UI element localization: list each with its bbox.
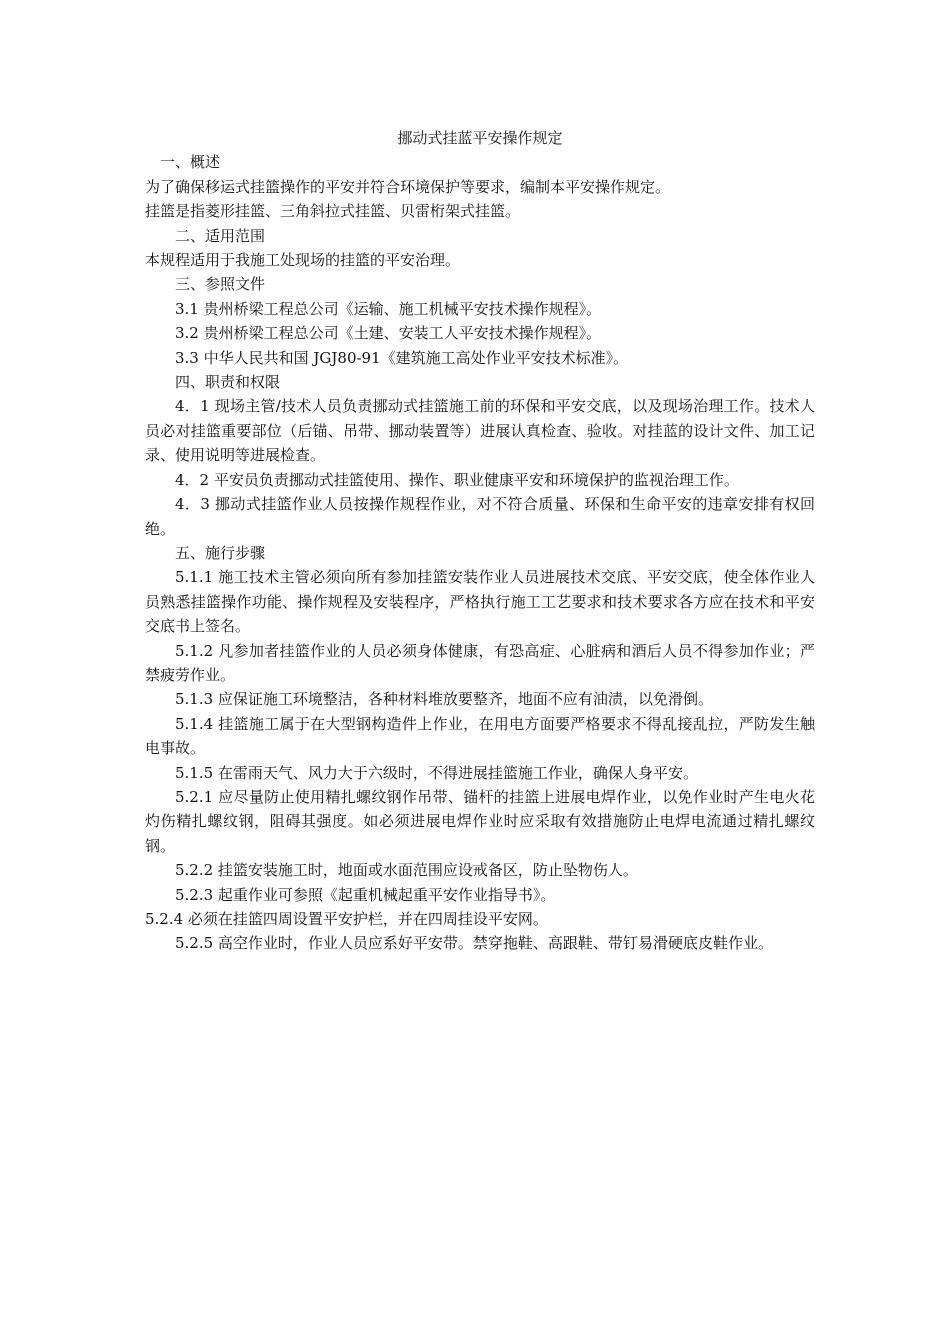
paragraph: 4．3 挪动式挂篮作业人员按操作规程作业，对不符合质量、环保和生命平安的违章安排有权回绝。 (145, 495, 815, 538)
paragraph: 五、施行步骤 (175, 543, 266, 562)
paragraph: 本规程适用于我施工处现场的挂篮的平安治理。 (145, 251, 461, 270)
paragraph: 5.1.5 在雷雨天气、风力大于六级时，不得进展挂篮施工作业，确保人身平安。 (175, 763, 698, 782)
paragraph: 5.1.2 凡参加者挂篮作业的人员必须身体健康，有恐高症、心脏病和酒后人员不得参加作业；严禁疲劳作业。 (145, 641, 815, 684)
document-title: 挪动式挂蓝平安操作规定 (397, 129, 563, 147)
paragraph: 挂篮是指菱形挂篮、三角斜拉式挂篮、贝雷桁架式挂篮。 (145, 202, 521, 221)
paragraph: 5.2.5 高空作业时，作业人员应系好平安带。禁穿拖鞋、高跟鞋、带钉易滑硬底皮鞋作业。 (175, 934, 773, 953)
paragraph: 一、概述 (160, 153, 221, 172)
document-page (145, 126, 815, 956)
paragraph: 二、适用范围 (175, 226, 266, 245)
paragraph: 4．2 平安员负责挪动式挂篮使用、操作、职业健康平安和环境保护的监视治理工作。 (175, 470, 739, 489)
paragraph: 5.2.3 起重作业可参照《起重机械起重平安作业指导书》。 (175, 885, 556, 904)
paragraph: 5.2.4 必须在挂篮四周设置平安护栏，并在四周挂设平安网。 (145, 910, 548, 928)
paragraph: 5.1.1 施工技术主管必须向所有参加挂篮安装作业人员进展技术交底、平安交底，使全体作业人员熟悉挂篮操作功能、操作规程及安装程序，严格执行施工工艺要求和技术要求各方应在技术和平安交底书上签名。 (145, 568, 815, 636)
paragraph: 5.2.1 应尽量防止使用精扎螺纹钢作吊带、锚杆的挂篮上进展电焊作业，以免作业时产生电火花灼伤精扎螺纹钢，阻碍其强度。如必须进展电焊作业时应采取有效措施防止电焊电流通过精扎螺纹钢。 (145, 787, 815, 855)
paragraph: 四、职责和权限 (175, 373, 281, 392)
paragraph: 5.1.4 挂篮施工属于在大型钢构造件上作业，在用电方面要严格要求不得乱接乱拉，严防发生触电事故。 (145, 714, 815, 758)
paragraph: 3.3 中华人民共和国 JGJ80-91《建筑施工高处作业平安技术标准》。 (175, 348, 629, 367)
paragraph: 三、参照文件 (175, 275, 266, 294)
paragraph: 4．1 现场主管/技术人员负责挪动式挂篮施工前的环保和平安交底，以及现场治理工作。技术人员必对挂篮重要部位（后锚、吊带、挪动装置等）进展认真检查、验收。对挂蓝的设计文件、加工记录、使用说明等进展检查。 (145, 397, 815, 465)
paragraph: 5.2.2 挂篮安装施工时，地面或水面范围应设戒备区，防止坠物伤人。 (175, 861, 638, 880)
paragraph: 3.1 贵州桥梁工程总公司《运输、施工机械平安技术操作规程》。 (175, 299, 602, 318)
paragraph: 3.2 贵州桥梁工程总公司《土建、安装工人平安技术操作规程》。 (175, 324, 602, 343)
document-body (145, 150, 815, 955)
paragraph: 5.1.3 应保证施工环境整洁，各种材料堆放要整齐，地面不应有油渍，以免滑倒。 (175, 690, 713, 709)
paragraph: 为了确保移运式挂篮操作的平安并符合环境保护等要求，编制本平安操作规定。 (145, 177, 671, 196)
